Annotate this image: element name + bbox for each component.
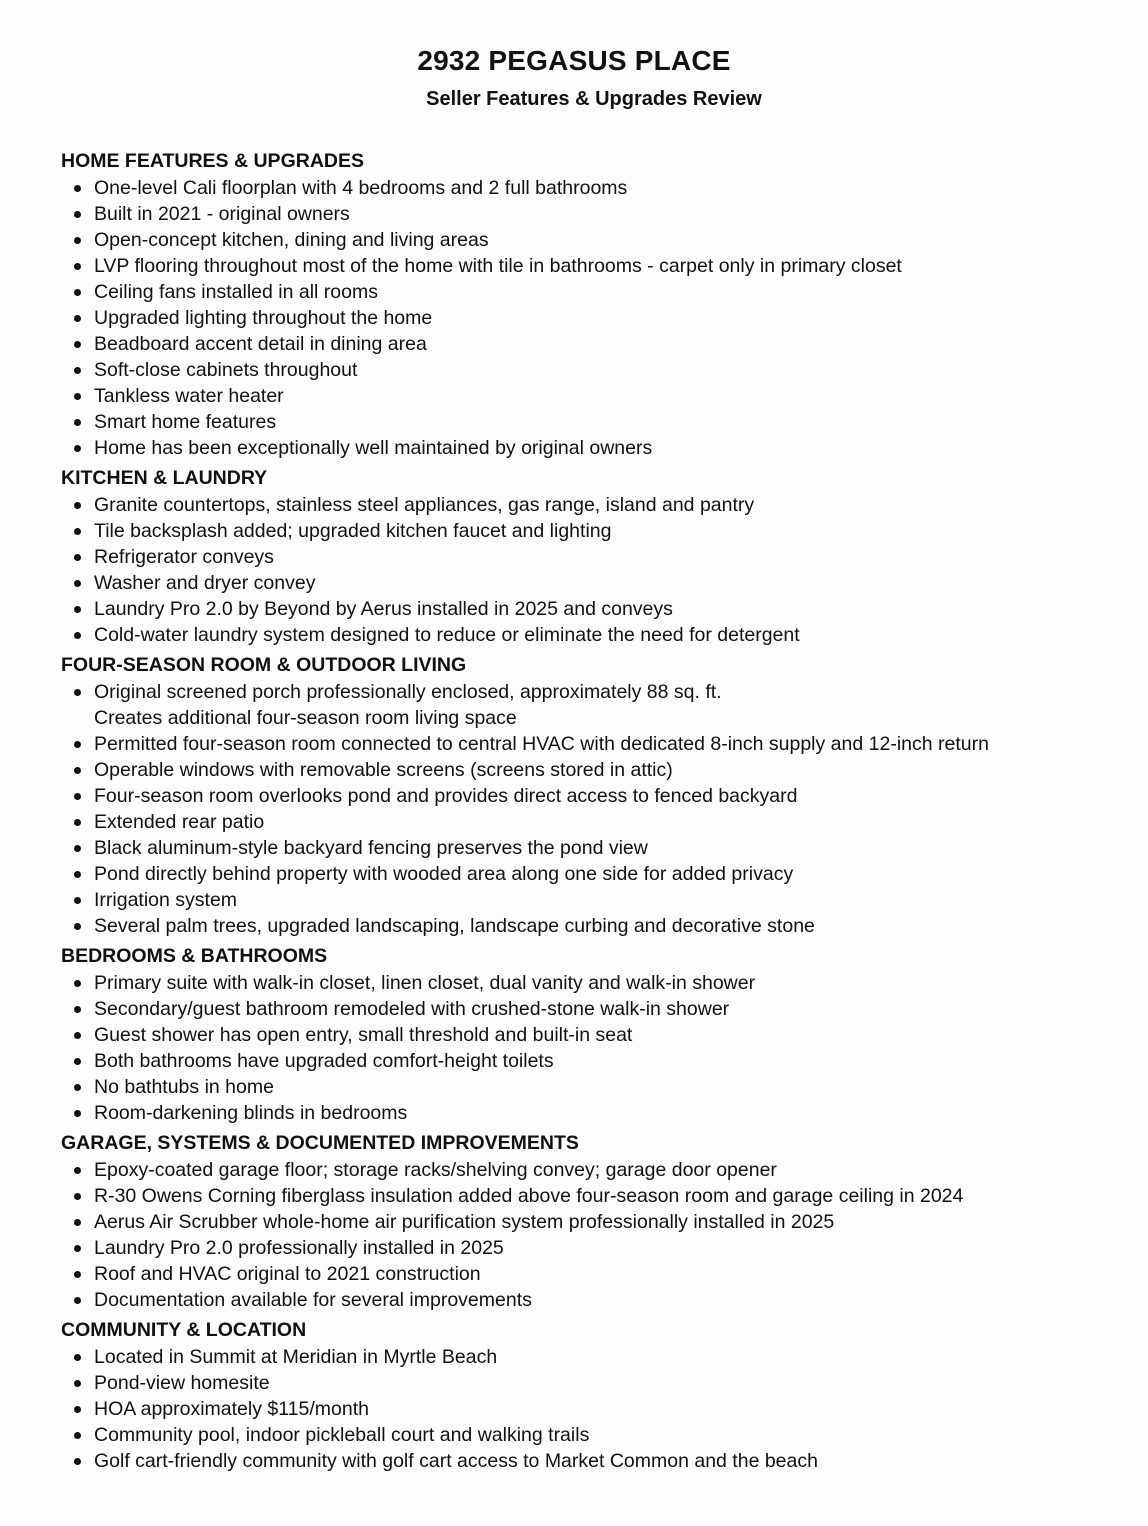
list-item-text: Soft-close cabinets throughout [94, 359, 358, 381]
list-item-text: Located in Summit at Meridian in Myrtle Beach [94, 1346, 498, 1368]
list-item [61, 1422, 1121, 1448]
list-item [61, 383, 1121, 409]
list-item [61, 1157, 1121, 1183]
bullet-icon [74, 793, 81, 800]
list-item [61, 1048, 1121, 1074]
list-item [61, 1287, 1121, 1313]
list-item-text: Epoxy-coated garage floor; storage racks/shelving convey; garage door opener [94, 1159, 777, 1181]
list-item-text: Several palm trees, upgraded landscaping, landscape curbing and decorative stone [94, 915, 815, 937]
list-item [61, 1344, 1121, 1370]
list-item-text: R-30 Owens Corning fiberglass insulation added above four-season room and garage ceiling in 2024 [94, 1185, 964, 1207]
section-heading: KITCHEN & LAUNDRY [61, 467, 268, 489]
bullet-icon [74, 819, 81, 826]
bullet-icon [74, 1297, 81, 1304]
list-item-text: Open-concept kitchen, dining and living areas [94, 229, 489, 251]
bullet-icon [74, 289, 81, 296]
bullet-icon [74, 237, 81, 244]
list-item [61, 518, 1121, 544]
list-item-text: Documentation available for several improvements [94, 1289, 532, 1311]
list-item-text: Pond-view homesite [94, 1372, 270, 1394]
bullet-icon [74, 1219, 81, 1226]
bullet-icon [74, 1006, 81, 1013]
bullet-icon [74, 528, 81, 535]
section-heading: BEDROOMS & BATHROOMS [61, 945, 328, 967]
list-item [61, 201, 1121, 227]
bullet-icon [74, 341, 81, 348]
list-item [61, 409, 1121, 435]
bullet-icon [74, 980, 81, 987]
list-item-text: Beadboard accent detail in dining area [94, 333, 427, 355]
list-item [61, 175, 1121, 201]
list-item-text: Granite countertops, stainless steel appliances, gas range, island and pantry [94, 494, 755, 516]
bullet-icon [74, 580, 81, 587]
section-list [61, 1157, 1121, 1313]
list-item-text: Home has been exceptionally well maintained by original owners [94, 437, 653, 459]
document-subtitle: Seller Features & Upgrades Review [426, 88, 762, 110]
bullet-icon [74, 1110, 81, 1117]
list-item [61, 861, 1121, 887]
list-item [61, 809, 1121, 835]
list-item-text: Secondary/guest bathroom remodeled with crushed-stone walk-in shower [94, 998, 730, 1020]
list-item-text: Tile backsplash added; upgraded kitchen faucet and lighting [94, 520, 612, 542]
list-item [61, 757, 1121, 783]
bullet-icon [74, 211, 81, 218]
list-item-text: No bathtubs in home [94, 1076, 274, 1098]
section-heading: COMMUNITY & LOCATION [61, 1319, 307, 1341]
list-item [61, 1183, 1121, 1209]
list-item-text: Permitted four-season room connected to central HVAC with dedicated 8-inch supply and 12-inch return [94, 733, 989, 755]
list-item-text: Pond directly behind property with wooded area along one side for added privacy [94, 863, 794, 885]
bullet-icon [74, 1271, 81, 1278]
list-item [61, 1022, 1121, 1048]
bullet-icon [74, 1193, 81, 1200]
bullet-icon [74, 1245, 81, 1252]
bullet-icon [74, 1458, 81, 1465]
bullet-icon [74, 502, 81, 509]
list-item-text: Cold-water laundry system designed to reduce or eliminate the need for detergent [94, 624, 800, 646]
bullet-icon [74, 419, 81, 426]
list-item-text: Extended rear patio [94, 811, 265, 833]
list-item-text: Both bathrooms have upgraded comfort-height toilets [94, 1050, 554, 1072]
bullet-icon [74, 689, 81, 696]
bullet-icon [74, 263, 81, 270]
section-heading: HOME FEATURES & UPGRADES [61, 150, 364, 172]
bullet-icon [74, 1058, 81, 1065]
list-item-text: Primary suite with walk-in closet, linen closet, dual vanity and walk-in shower [94, 972, 756, 994]
list-item [61, 331, 1121, 357]
bullet-icon [74, 367, 81, 374]
bullet-icon [74, 1084, 81, 1091]
list-item [61, 1235, 1121, 1261]
list-item [61, 1370, 1121, 1396]
list-item-text: Room-darkening blinds in bedrooms [94, 1102, 408, 1124]
bullet-icon [74, 845, 81, 852]
bullet-icon [74, 923, 81, 930]
list-item [61, 835, 1121, 861]
list-item [61, 492, 1121, 518]
section-heading: FOUR-SEASON ROOM & OUTDOOR LIVING [61, 654, 467, 676]
bullet-icon [74, 1406, 81, 1413]
list-item-text: Aerus Air Scrubber whole-home air purification system professionally installed in 2025 [94, 1211, 835, 1233]
list-item-text: Irrigation system [94, 889, 238, 911]
section-list [61, 1344, 1121, 1474]
bullet-icon [74, 767, 81, 774]
list-item [61, 1261, 1121, 1287]
list-item-text: Ceiling fans installed in all rooms [94, 281, 378, 303]
list-item-text: Four-season room overlooks pond and provides direct access to fenced backyard [94, 785, 798, 807]
list-item-text: One-level Cali floorplan with 4 bedrooms and 2 full bathrooms [94, 177, 628, 199]
list-item [61, 435, 1121, 461]
list-item [61, 544, 1121, 570]
list-item-text: Upgraded lighting throughout the home [94, 307, 433, 329]
bullet-icon [74, 606, 81, 613]
list-item-text: Golf cart-friendly community with golf cart access to Market Common and the beach [94, 1450, 818, 1472]
list-item-text: Guest shower has open entry, small threshold and built-in seat [94, 1024, 633, 1046]
document-title: 2932 PEGASUS PLACE [417, 45, 731, 76]
section-list [61, 492, 1121, 648]
list-item-text: Tankless water heater [94, 385, 284, 407]
bullet-icon [74, 1380, 81, 1387]
list-item-text: HOA approximately $115/month [94, 1398, 369, 1420]
list-item [61, 913, 1121, 939]
bullet-icon [74, 315, 81, 322]
list-item [61, 1448, 1121, 1474]
bullet-icon [74, 393, 81, 400]
list-item [61, 227, 1121, 253]
bullet-icon [74, 1432, 81, 1439]
list-item [61, 887, 1121, 913]
list-item [61, 1396, 1121, 1422]
section-list [61, 175, 1121, 461]
list-item-text: Roof and HVAC original to 2021 construction [94, 1263, 481, 1285]
list-item [61, 570, 1121, 596]
bullet-icon [74, 1167, 81, 1174]
bullet-icon [74, 871, 81, 878]
list-item-text: Smart home features [94, 411, 277, 433]
list-item [61, 253, 1121, 279]
list-item [61, 622, 1121, 648]
list-item [61, 357, 1121, 383]
list-item-text: Built in 2021 - original owners [94, 203, 350, 225]
bullet-icon [74, 445, 81, 452]
list-item-text: Community pool, indoor pickleball court and walking trails [94, 1424, 590, 1446]
list-item [61, 279, 1121, 305]
bullet-icon [74, 1032, 81, 1039]
list-item [61, 596, 1121, 622]
list-item [61, 1074, 1121, 1100]
list-item-text: Washer and dryer convey [94, 572, 316, 594]
list-item [61, 305, 1121, 331]
bullet-icon [74, 185, 81, 192]
bullet-icon [74, 632, 81, 639]
list-item-text: Black aluminum-style backyard fencing preserves the pond view [94, 837, 648, 859]
list-item [61, 731, 1121, 757]
bullet-icon [74, 1354, 81, 1361]
list-item-text: Operable windows with removable screens (screens stored in attic) [94, 759, 673, 781]
list-item [61, 996, 1121, 1022]
section-list [61, 970, 1121, 1126]
list-item-text: Laundry Pro 2.0 professionally installed in 2025 [94, 1237, 504, 1259]
section-heading: GARAGE, SYSTEMS & DOCUMENTED IMPROVEMENTS [61, 1132, 579, 1154]
list-item-text: Refrigerator conveys [94, 546, 274, 568]
list-item-text: Creates additional four-season room living space [94, 707, 517, 729]
list-item-text: Laundry Pro 2.0 by Beyond by Aerus installed in 2025 and conveys [94, 598, 673, 620]
list-item [61, 783, 1121, 809]
bullet-icon [74, 897, 81, 904]
list-item [61, 1100, 1121, 1126]
document-body [61, 148, 1121, 1478]
list-item [61, 679, 1121, 731]
list-item-text: Original screened porch professionally enclosed, approximately 88 sq. ft. [94, 681, 722, 703]
list-item [61, 970, 1121, 996]
list-item [61, 1209, 1121, 1235]
section-list [61, 679, 1121, 939]
bullet-icon [74, 554, 81, 561]
list-item-text: LVP flooring throughout most of the home with tile in bathrooms - carpet only in primary closet [94, 255, 902, 277]
bullet-icon [74, 741, 81, 748]
